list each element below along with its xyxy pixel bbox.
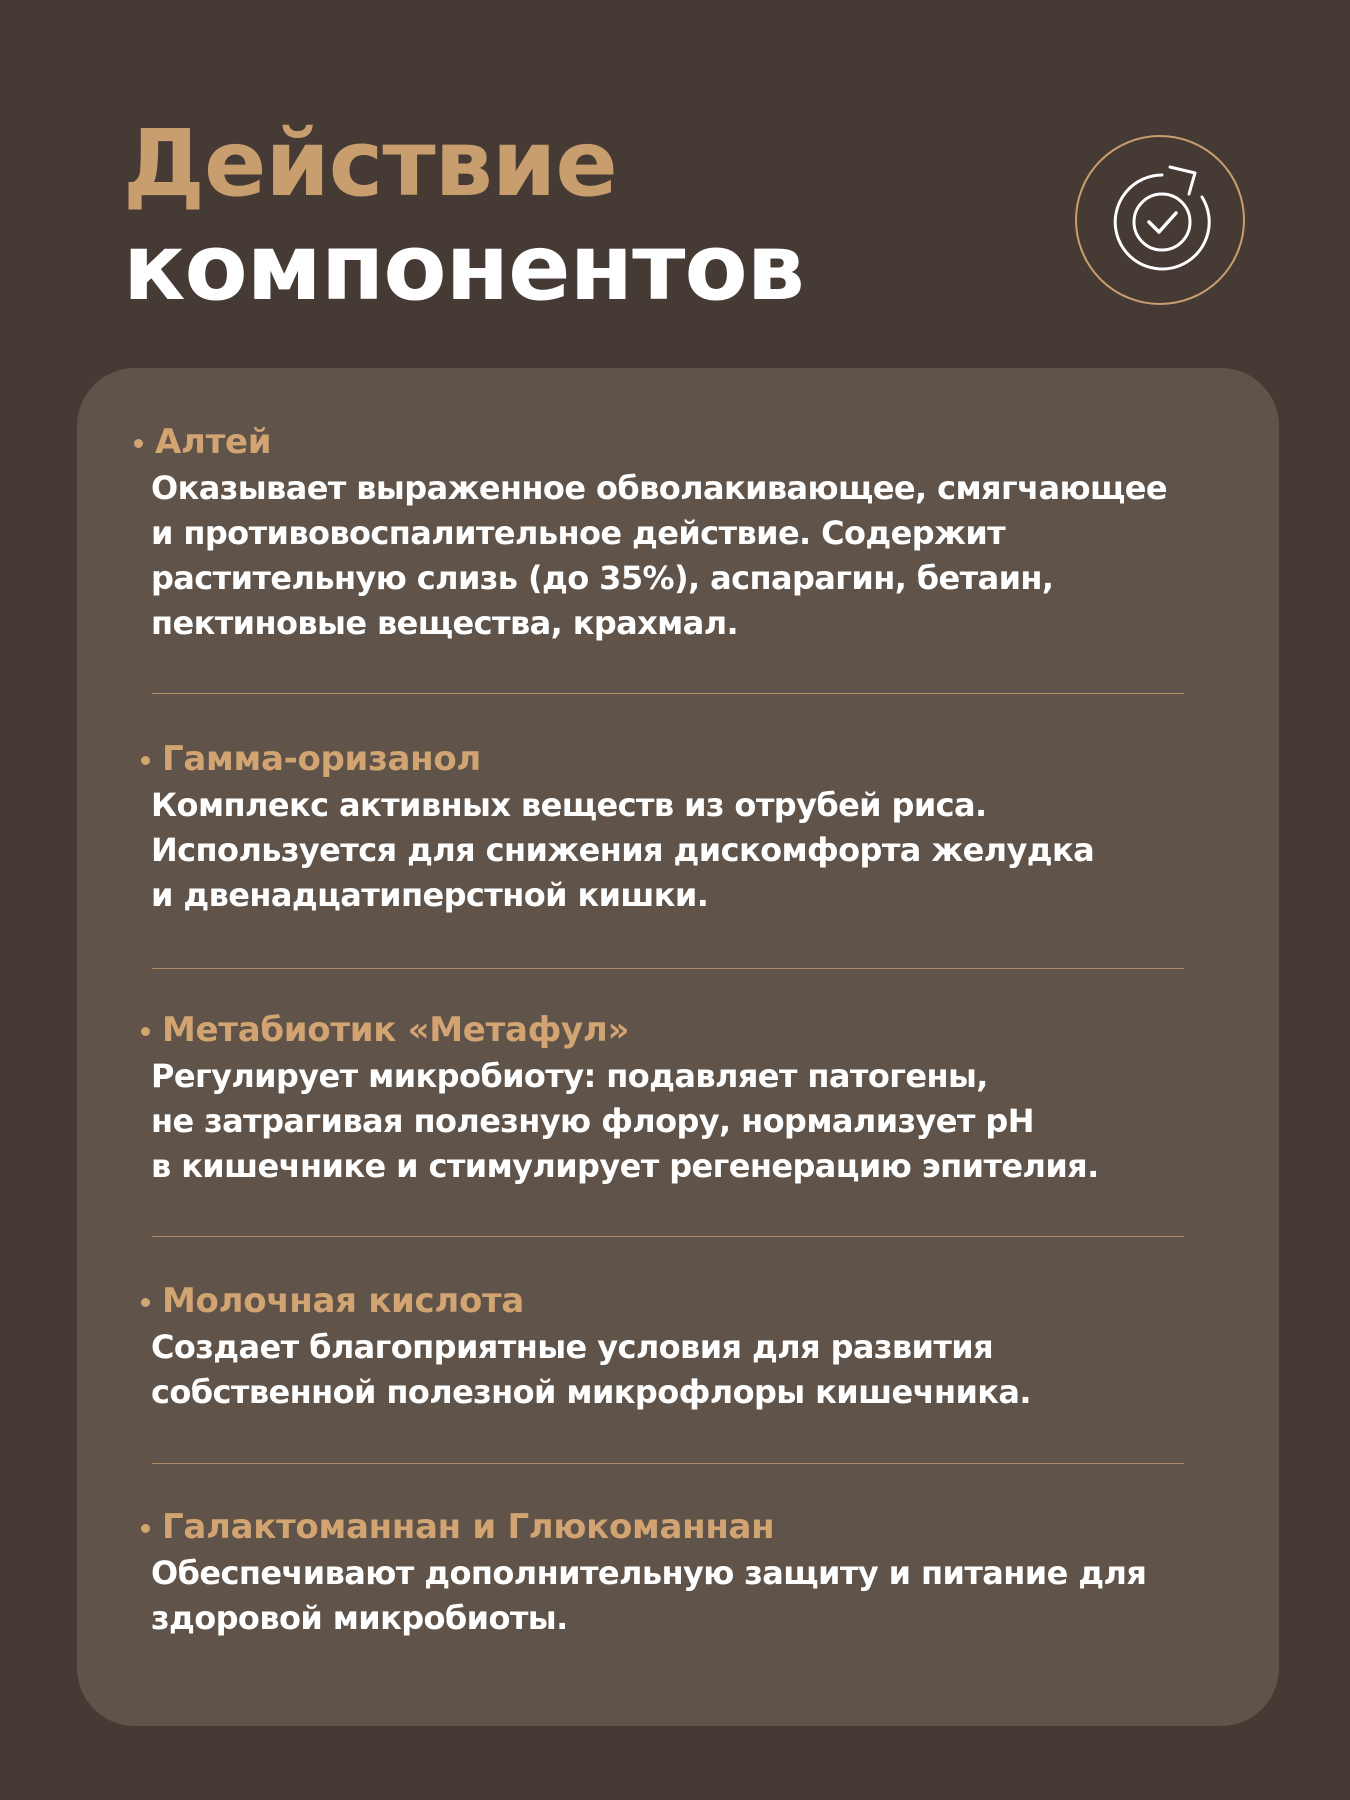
component-description: Регулирует микробиоту: подавляет патогены, не затрагивая полезную флору, нормализует pH в кишечнике и стимулирует регенерацию эпителия. <box>151 1057 1099 1185</box>
bullet-dot-icon <box>141 1524 150 1533</box>
refresh-check-icon <box>1077 137 1247 307</box>
component-description: Создает благоприятные условия для развития собственной полезной микрофлоры кишечника. <box>151 1328 1031 1411</box>
component-description: Оказывает выраженное обволакивающее, смягчающее и противовоспалительное действие. Содержит растительную слизь (до 35%), аспарагин, бетаин, пектиновые вещества, крахмал. <box>151 469 1167 642</box>
bullet-dot-icon <box>134 439 143 448</box>
component-description: Комплекс активных веществ из отрубей риса. Используется для снижения дискомфорта желудка и двенадцатиперстной кишки. <box>151 786 1095 914</box>
divider <box>152 1463 1184 1464</box>
component-title: Алтей <box>155 421 271 463</box>
components-card <box>77 368 1279 1726</box>
title-line-accent: Действие <box>123 110 617 217</box>
bullet-dot-icon <box>141 1298 150 1307</box>
divider <box>152 693 1184 694</box>
divider <box>152 968 1184 969</box>
component-description: Обеспечивают дополнительную защиту и питание для здоровой микробиоты. <box>151 1554 1147 1637</box>
divider <box>152 1236 1184 1237</box>
component-title: Метабиотик «Метафул» <box>162 1009 629 1051</box>
component-title: Гамма-оризанол <box>162 738 481 780</box>
badge <box>1075 135 1245 305</box>
title-line-main: компонентов <box>123 214 804 321</box>
page-title <box>123 112 804 320</box>
component-title: Галактоманнан и Глюкоманнан <box>162 1506 774 1548</box>
component-title: Молочная кислота <box>162 1280 524 1322</box>
bullet-dot-icon <box>141 1027 150 1036</box>
bullet-dot-icon <box>141 756 150 765</box>
